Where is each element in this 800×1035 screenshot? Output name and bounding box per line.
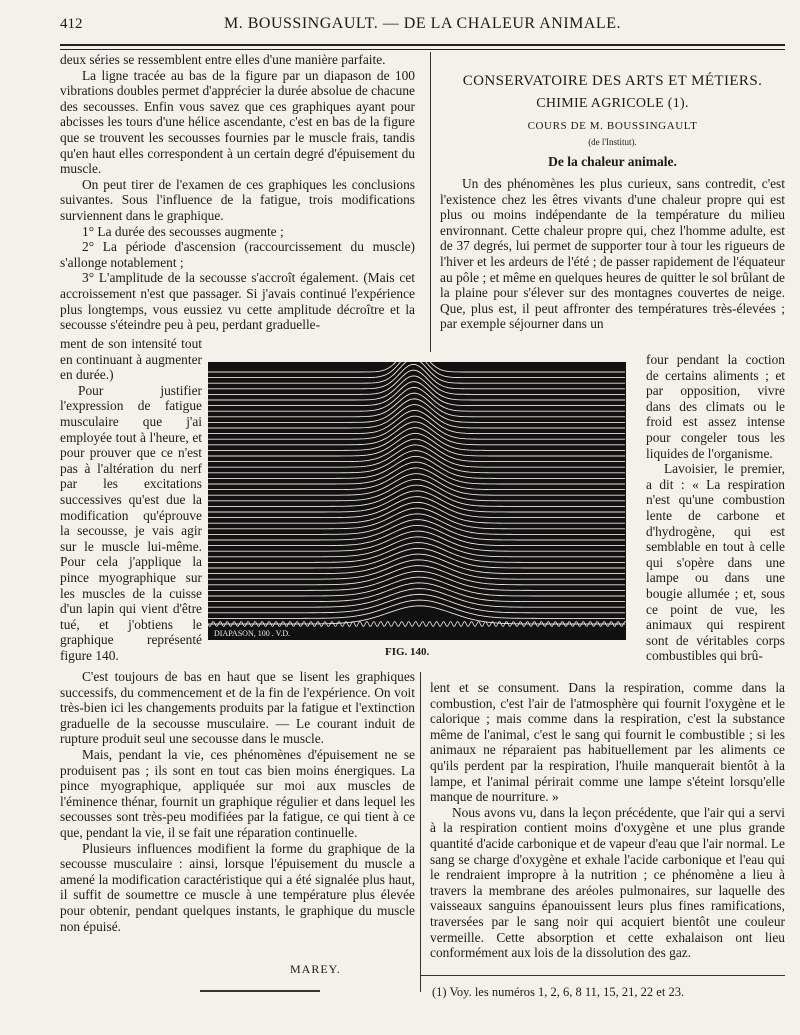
right-column-top	[440, 74, 785, 332]
paragraph: four pendant la coction de certains aliments ; et par opposition, vivre dans des climats ou le froid est assez intense pour congeler tous les liquides de l'organisme.	[646, 352, 785, 461]
signature: MAREY.	[290, 962, 341, 976]
header-rule-thin	[60, 49, 785, 50]
trace-line	[208, 479, 625, 500]
left-column-top	[60, 52, 415, 333]
figure-caption: FIG. 140.	[385, 646, 430, 658]
author-affiliation: (de l'Institut).	[588, 136, 637, 147]
trace-line	[208, 600, 625, 618]
footnote: (1) Voy. les numéros 1, 2, 6, 8 11, 15, 21, 22 et 23.	[432, 985, 685, 999]
paragraph: C'est toujours de bas en haut que se lisent les graphiques successifs, du commencement et de la fin de l'expérience. On voit très-bien ici les changements produits par la fatigue et l'extinction graduelle de la secousse musculaire. — Le courant induit de rupture produit seul une secousse dans le muscle.	[60, 669, 415, 747]
page-number: 412	[60, 16, 83, 32]
left-column-bottom	[60, 669, 415, 934]
paragraph: Un des phénomènes les plus curieux, sans contredit, c'est l'existence chez les êtres vivants d'une chaleur propre qui est plus ou moins indépendante de la température du milieu environnant. Cette chaleur propre qui, chez l'homme adulte, est de 37 degrés, lui permet de supporter tour à tour les rigueurs de l'hiver et les ardeurs de l'été ; de passer rapidement de l'équateur au pôle ; et même en quelques heures de quitter le sol brûlant de la plaine pour s'élever sur des montagnes couvertes de neige. Que, plus est, il peut affronter des températures très-élevées ; par exemple séjourner dans un	[440, 175, 785, 332]
trace-line	[208, 583, 625, 602]
trace-line	[208, 606, 625, 624]
trace-line	[208, 577, 625, 596]
figure-inner-label: DIAPASON, 100 . V.D.	[214, 629, 291, 638]
paragraph: La ligne tracée au bas de la figure par un diapason de 100 vibrations doubles permet d'apprécier la durée absolue de chacune des secousses. Enfin vous savez que ces graphiques ayant pour abcisses les tours d'une hélice ascendante, c'est en bas de la figure que se trouvent les secousses fournies par le muscle frais, tandis qu'en haut elles correspondent à un certain degré d'épuisement du muscle.	[60, 67, 415, 177]
trace-line	[208, 362, 625, 378]
paragraph: Plusieurs influences modifient la forme du graphique de la secousse musculaire : ainsi, lorsque l'épuisement du muscle a amené la modification caractéristique qui a été signalée plus haut, il suffit de soumettre ce muscle à une température plus élevée pour obtenir, pendant quelques instants, le graphique du muscle non épuisé.	[60, 840, 415, 934]
right-narrow-column	[646, 352, 785, 664]
paragraph: 3° L'amplitude de la secousse s'accroît également. (Mais cet accroissement n'est que passager. Si j'avais continué l'expérience plus longtemps, vous eussiez vu cette amplitude décroître et la secousse s'éteindre peu à peu, perdant graduelle-	[60, 270, 415, 333]
paragraph: Nous avons vu, dans la leçon précédente, que l'air qui a servi à la respiration contient moins d'oxygène et une plus grande quantité d'acide carbonique et de vapeur d'eau que l'air normal. Le sang se charge d'oxygène et exhale l'acide carbonique et l'eau qui le rendraient impropre à la nutrition ; ce phénomène a lieu à travers la membrane des aréoles pulmonaires, sur laquelle des vaisseaux sanguins épanouissent leurs plus fines ramifications, traversées par le sang noir qui acquiert bientôt une couleur vermeille. Cette absorption et cette exhalaison ont lieu conformément aux lois de la dissolution des gaz.	[430, 804, 785, 961]
paragraph: Pour justifier l'expression de fatigue musculaire que j'ai employée tout à l'heure, et pour prouver que ce n'est pas à l'altération du nerf par les excitations successives qu'est due la modification qu'éprouve la secousse, je vais agir sur le muscle lui-même. Pour cela j'applique la pince myographique sur les muscles de la cuisse d'un lapin qui vient d'être tué, et j'obtiens le graphique représenté figure 140.	[60, 382, 202, 663]
institution-title: CONSERVATOIRE DES ARTS ET MÉTIERS.	[462, 73, 763, 89]
paragraph: 2° La période d'ascension (raccourcissement du muscle) s'allonge notablement ;	[60, 239, 415, 270]
signature-rule	[200, 990, 320, 992]
column-divider-bottom	[420, 672, 421, 992]
paragraph: deux séries se ressemblent entre elles d'une manière parfaite.	[60, 52, 386, 67]
myograph-traces	[208, 362, 626, 640]
paragraph: Lavoisier, le premier, a dit : « La respiration n'est qu'une combustion lente de carbone et d'hydrogène, qui est semblable en tout à celle qui s'opère dans une lampe ou dans une bougie allumée ; et, sous ce point de vue, les animaux qui respirent sont de véritables corps combustibles qui brû-	[646, 461, 785, 664]
trace-line	[208, 497, 625, 518]
trace-line	[208, 589, 625, 608]
paragraph: lent et se consument. Dans la respiration, comme dans la combustion, c'est l'air de l'atmosphère qui fournit l'oxygène et le calorique ; mais comme dans la respiration, c'est la substance même de l'animal, c'est le sang qui fournit le combustible ; si les animaux ne réparaient pas habituellement par les aliments ce qu'ils perdent par la respiration, l'huile manquerait bientôt à la lampe, et l'animal périrait comme une lampe s'éteint lorsqu'elle manque de nourriture. »	[430, 680, 785, 805]
page-header	[60, 10, 785, 38]
myograph-figure	[208, 362, 626, 640]
paragraph: Mais, pendant la vie, ces phénomènes d'épuisement ne se produisent pas ; ils sont en tout cas bien moins énergiques. La pince myographique, appliquée sur moi aux muscles de l'éminence thénar, fournit un graphique régulier et dans lequel les secousses sont très-peu modifiées par la fatigue, ce qui tient à ce que, pendant la vie, il se fait une réparation continuelle.	[60, 746, 415, 840]
column-divider-top	[430, 52, 431, 352]
trace-line	[208, 491, 625, 512]
footnote-rule	[420, 975, 785, 976]
trace-line	[208, 485, 625, 506]
course-title: CHIMIE AGRICOLE (1).	[536, 95, 689, 111]
trace-line	[208, 566, 625, 585]
right-column-bottom	[430, 680, 785, 961]
section-title: De la chaleur animale.	[548, 154, 677, 170]
left-narrow-column	[60, 336, 202, 663]
header-rule	[60, 44, 785, 46]
course-author: COURS DE M. BOUSSINGAULT	[527, 120, 698, 133]
paragraph: ment de son intensité tout en continuant à augmenter en durée.)	[60, 336, 202, 383]
trace-line	[208, 571, 625, 590]
running-title: M. BOUSSINGAULT. — DE LA CHALEUR ANIMALE.	[224, 15, 621, 32]
trace-line	[208, 594, 625, 612]
paragraph: On peut tirer de l'examen de ces graphiques les conclusions suivantes. Sous l'influence de la fatigue, trois modifications surviennent dans le graphique.	[60, 176, 415, 223]
paragraph: 1° La durée des secousses augmente ;	[82, 223, 284, 239]
